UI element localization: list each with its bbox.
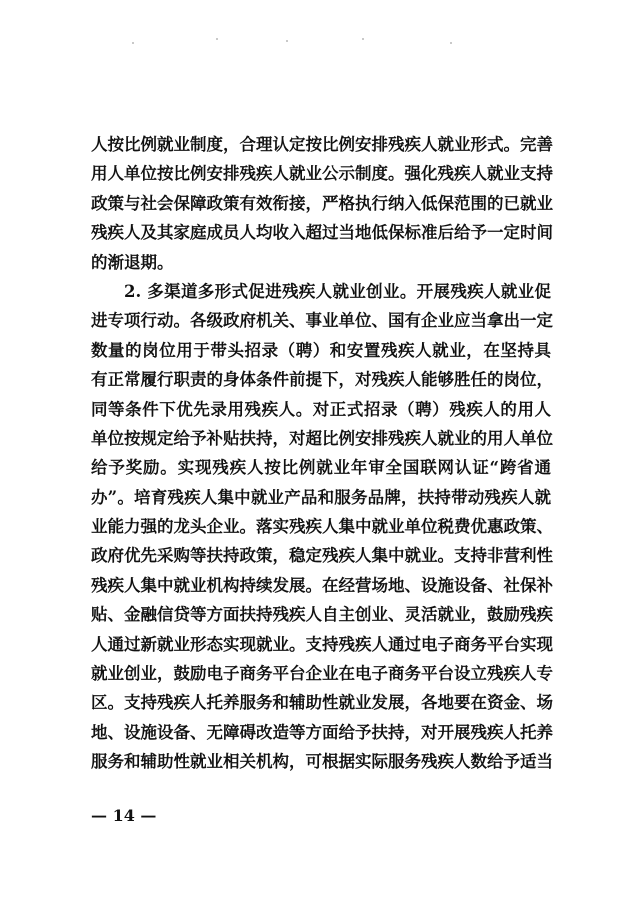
scan-speck — [286, 40, 288, 42]
text-line: 的渐退期。 — [91, 252, 174, 272]
text-line: 残疾人及其家庭成员人均收入超过当地低保标准后给予一定时间 — [91, 223, 553, 243]
scan-speck — [450, 42, 452, 44]
text-line: 同等条件下优先录用残疾人。对正式招录（聘）残疾人的用人 — [91, 399, 551, 419]
scan-speck — [362, 38, 364, 40]
text-line: 数量的岗位用于带头招录（聘）和安置残疾人就业，在坚持具 — [91, 340, 551, 360]
scan-speck — [216, 38, 218, 40]
section-heading-line: 2. 多渠道多形式促进残疾人就业创业。开展残疾人就业促 — [124, 281, 551, 301]
text-line: 用人单位按比例安排残疾人就业公示制度。强化残疾人就业支持 — [91, 164, 553, 184]
text-line: 政策与社会保障政策有效衔接，严格执行纳入低保范围的已就业 — [91, 193, 553, 213]
text-line: 人按比例就业制度，合理认定按比例安排残疾人就业形式。完善 — [91, 135, 553, 154]
text-line: 给予奖励。实现残疾人按比例就业年审全国联网认证“跨省通 — [91, 458, 551, 478]
text-line: 单位按规定给予补贴扶持，对超比例安排残疾人就业的用人单位 — [91, 428, 553, 448]
text-line: 残疾人集中就业机构持续发展。在经营场地、设施设备、社保补 — [91, 575, 553, 595]
page-number: — 14 — — [91, 806, 157, 825]
text-line: 有正常履行职责的身体条件前提下，对残疾人能够胜任的岗位， — [91, 370, 553, 390]
text-line: 人通过新就业形态实现就业。支持残疾人通过电子商务平台实现 — [91, 634, 553, 654]
text-line: 服务和辅助性就业相关机构，可根据实际服务残疾人数给予适当 — [91, 752, 553, 772]
text-line: 贴、金融信贷等方面扶持残疾人自主创业、灵活就业，鼓励残疾 — [91, 605, 553, 625]
body-text — [91, 130, 551, 777]
text-line: 进专项行动。各级政府机关、事业单位、国有企业应当拿出一定 — [91, 311, 553, 331]
text-line: 就业创业，鼓励电子商务平台企业在电子商务平台设立残疾人专 — [91, 664, 553, 684]
scan-speck — [132, 42, 134, 44]
text-line: 政府优先采购等扶持政策，稳定残疾人集中就业。支持非营利性 — [91, 546, 553, 566]
text-line: 区。支持残疾人托养服务和辅助性就业发展，各地要在资金、场 — [91, 693, 553, 713]
text-line: 业能力强的龙头企业。落实残疾人集中就业单位税费优惠政策、 — [91, 517, 553, 537]
text-line: 地、设施设备、无障碍改造等方面给予扶持，对开展残疾人托养 — [91, 722, 553, 742]
text-line: 办”。培育残疾人集中就业产品和服务品牌，扶持带动残疾人就 — [91, 487, 551, 507]
